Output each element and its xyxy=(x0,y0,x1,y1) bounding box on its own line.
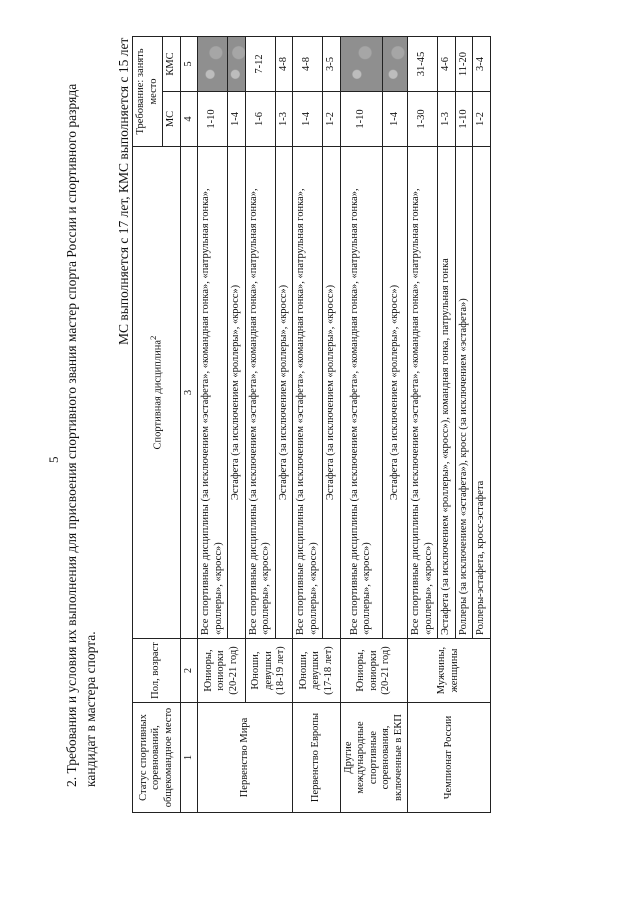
discipline-cell: Все спортивные дисциплины (за исключением «эстафета», «командная гонка», «патрульная гонка», «роллеры», «кросс») xyxy=(293,147,323,639)
ms-place-cell: 1-4 xyxy=(228,92,246,147)
section-heading xyxy=(62,17,100,787)
discipline-cell: Все спортивные дисциплины (за исключением «эстафета», «командная гонка», «патрульная гонка», «роллеры», «кросс») xyxy=(408,147,438,639)
discipline-cell: Эстафета (за исключением «роллеры», «кросс») xyxy=(383,147,408,639)
header-discipline xyxy=(133,147,181,639)
kms-place-cell-shaded xyxy=(228,37,246,92)
ms-place-cell: 1-2 xyxy=(473,92,491,147)
header-gender: Пол, возраст xyxy=(133,639,181,703)
header-kms: КМС xyxy=(163,37,181,92)
gender-age-cell: Юниоры, юниорки (20-21 год) xyxy=(198,639,246,703)
ms-place-cell: 1-2 xyxy=(323,92,341,147)
kms-place-cell: 3-4 xyxy=(473,37,491,92)
kms-place-cell-shaded xyxy=(198,37,228,92)
gender-age-cell: Мужчины, женщины xyxy=(408,639,491,703)
ms-place-cell: 1-3 xyxy=(438,92,456,147)
ms-place-cell: 1-6 xyxy=(245,92,275,147)
kms-place-cell: 11-20 xyxy=(455,37,473,92)
column-number: 5 xyxy=(180,37,198,92)
table-row xyxy=(198,37,228,813)
header-requirement: Требование: занять место xyxy=(133,37,163,147)
table-row xyxy=(340,37,383,813)
discipline-cell: Все спортивные дисциплины (за исключением «эстафета», «командная гонка», «патрульная гонка», «роллеры», «кросс») xyxy=(340,147,383,639)
status-cell: Чемпионат России xyxy=(408,703,491,813)
table-row xyxy=(293,37,323,813)
header-ms: МС xyxy=(163,92,181,147)
kms-place-cell: 4-8 xyxy=(275,37,293,92)
kms-place-cell-shaded xyxy=(340,37,383,92)
requirements-table xyxy=(132,36,491,813)
discipline-cell: Роллеры (за исключением «эстафета»), кросс (за исключением «эстафета») xyxy=(455,147,473,639)
discipline-cell: Эстафета (за исключением «роллеры», «кросс»), командная гонка, патрульная гонка xyxy=(438,147,456,639)
kms-place-cell: 7-12 xyxy=(245,37,275,92)
ms-place-cell: 1-4 xyxy=(383,92,408,147)
gender-age-cell: Юноши, девушки (17-18 лет) xyxy=(293,639,341,703)
ms-place-cell: 1-30 xyxy=(408,92,438,147)
column-number: 1 xyxy=(180,703,198,813)
discipline-cell: Все спортивные дисциплины (за исключением «эстафета», «командная гонка», «патрульная гонка», «роллеры», «кросс») xyxy=(198,147,228,639)
discipline-cell: Роллеры-эстафета, кросс-эстафета xyxy=(473,147,491,639)
discipline-cell: Эстафета (за исключением «роллеры», «кросс») xyxy=(275,147,293,639)
gender-age-cell: Юноши, девушки (18-19 лет) xyxy=(245,639,293,703)
status-cell: Первенство Европы xyxy=(293,703,341,813)
column-number: 4 xyxy=(180,92,198,147)
status-cell: Первенство Мира xyxy=(198,703,293,813)
discipline-cell: Эстафета (за исключением «роллеры», «кросс») xyxy=(323,147,341,639)
ms-place-cell: 1-3 xyxy=(275,92,293,147)
ms-place-cell: 1-10 xyxy=(198,92,228,147)
column-number: 3 xyxy=(180,147,198,639)
header-status: Статус спортивных соревнований, общекомандное место xyxy=(133,703,181,813)
ms-place-cell: 1-4 xyxy=(293,92,323,147)
ms-place-cell: 1-10 xyxy=(455,92,473,147)
table-row xyxy=(245,37,275,813)
heading-line-2: кандидат в мастера спорта. xyxy=(83,631,98,787)
heading-line-1: 2. Требования и условия их выполнения для присвоения спортивного звания мастер спорта России и спортивного разряда xyxy=(64,83,79,787)
gender-age-cell: Юниоры, юниорки (20-21 год) xyxy=(340,639,408,703)
table-row xyxy=(408,37,438,813)
age-note: МС выполняется с 17 лет, КМС выполняется с 15 лет xyxy=(116,37,131,345)
kms-place-cell-shaded xyxy=(383,37,408,92)
kms-place-cell: 3-5 xyxy=(323,37,341,92)
discipline-cell: Эстафета (за исключением «роллеры», «кросс») xyxy=(228,147,246,639)
requirements-body xyxy=(198,37,491,813)
discipline-cell: Все спортивные дисциплины (за исключением «эстафета», «командная гонка», «патрульная гонка», «роллеры», «кросс») xyxy=(245,147,275,639)
column-number: 2 xyxy=(180,639,198,703)
header-discipline-text: Спортивная дисциплина xyxy=(152,339,164,450)
status-cell: Другие международные спортивные соревнования, включенные в ЕКП xyxy=(340,703,408,813)
page-number: 5 xyxy=(46,456,61,463)
ms-place-cell: 1-10 xyxy=(340,92,383,147)
kms-place-cell: 31-45 xyxy=(408,37,438,92)
header-discipline-sup: 2 xyxy=(148,335,159,340)
kms-place-cell: 4-6 xyxy=(438,37,456,92)
kms-place-cell: 4-8 xyxy=(293,37,323,92)
